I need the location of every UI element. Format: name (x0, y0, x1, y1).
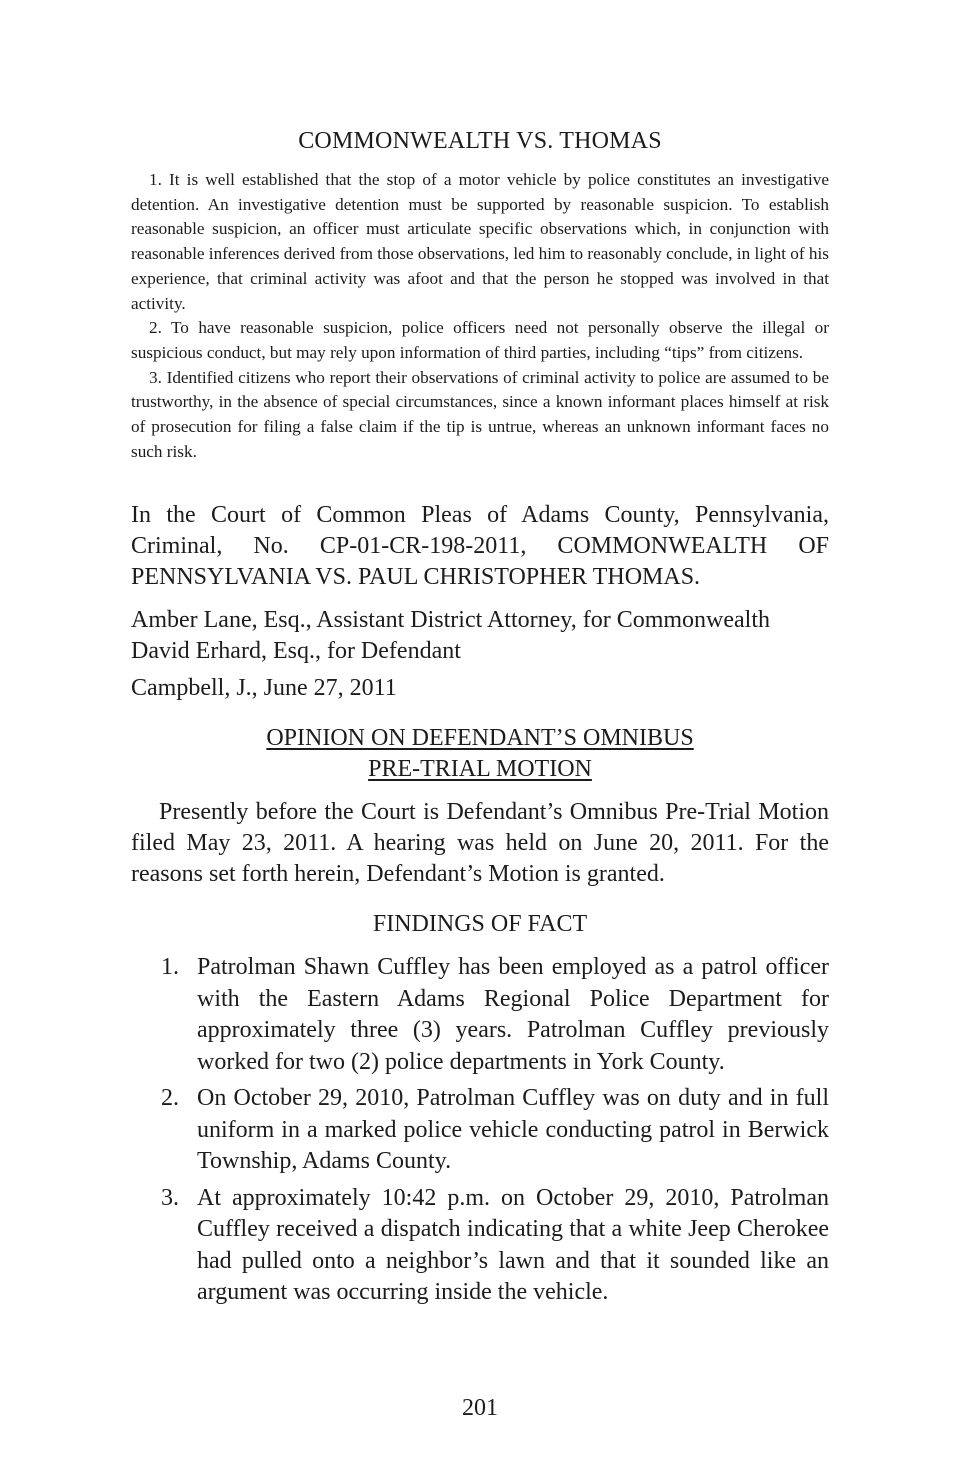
finding-item (131, 952, 829, 1078)
finding-number: 3. (161, 1184, 179, 1211)
findings-heading: FINDINGS OF FACT (372, 911, 588, 937)
opinion-title (0, 723, 960, 785)
finding-number: 1. (161, 954, 179, 980)
counsel-block (131, 605, 851, 667)
intro-paragraph: Presently before the Court is Defendant’s Omnibus Pre-Trial Motion filed May 23, 2011. A hearing was held on June 20, 2011. For the reasons set forth herein, Defendant’s Motion is granted. (131, 799, 829, 887)
finding-number: 2. (161, 1085, 179, 1111)
headnote-1: 1. It is well established that the stop of a motor vehicle by police constitutes an investigative detention. An investigative detention must be supported by reasonable suspicion. To establish reasonable suspicion, an officer must articulate specific observations which, in conjunction with reasonable inferences derived from those observations, led him to reasonably conclude, in light of his experience, that criminal activity was afoot and that the person he stopped was involved in that activity. (131, 170, 829, 313)
defense-counsel: David Erhard, Esq., for Defendant (131, 638, 461, 664)
case-caption: In the Court of Common Pleas of Adams County, Pennsylvania, Criminal, No. CP-01-CR-198-2011, COMMONWEALTH OF PENNSYLVANIA VS. PAUL CHRISTOPHER THOMAS. (131, 502, 829, 590)
judge-line: Campbell, J., June 27, 2011 (131, 675, 397, 701)
headnote-2: 2. To have reasonable suspicion, police officers need not personally observe the illegal or suspicious conduct, but may rely upon information of third parties, including “tips” from citizens. (131, 318, 829, 362)
page-number: 201 (462, 1395, 498, 1421)
finding-text: On October 29, 2010, Patrolman Cuffley was on duty and in full uniform in a marked police vehicle conducting patrol in Berwick Township, Adams County. (197, 1085, 829, 1174)
finding-item (131, 1083, 829, 1178)
opinion-title-line-1: OPINION ON DEFENDANT’S OMNIBUS (266, 725, 694, 751)
running-head: COMMONWEALTH VS. THOMAS (298, 128, 662, 154)
finding-text: At approximately 10:42 p.m. on October 29, 2010, Patrolman Cuffley received a dispatch indicating that a white Jeep Cherokee had pulled onto a neighbor’s lawn and that it sounded like an argument was occurring inside the vehicle. (197, 1184, 829, 1305)
headnote-3: 3. Identified citizens who report their observations of criminal activity to police are assumed to be trustworthy, in the absence of special circumstances, since a known informant places himself at risk of prosecution for filing a false claim if the tip is untrue, whereas an unknown informant faces no such risk. (131, 367, 829, 461)
prosecution-counsel: Amber Lane, Esq., Assistant District Attorney, for Commonwealth (131, 607, 771, 633)
opinion-title-line-2: PRE-TRIAL MOTION (368, 756, 592, 782)
finding-text: Patrolman Shawn Cuffley has been employed as a patrol officer with the Eastern Adams Regional Police Department for approximately three (3) years. Patrolman Cuffley previously worked for two (2) police departments in York County. (197, 954, 829, 1075)
findings-list (131, 952, 829, 1314)
headnotes (131, 168, 829, 464)
finding-item (131, 1183, 829, 1309)
